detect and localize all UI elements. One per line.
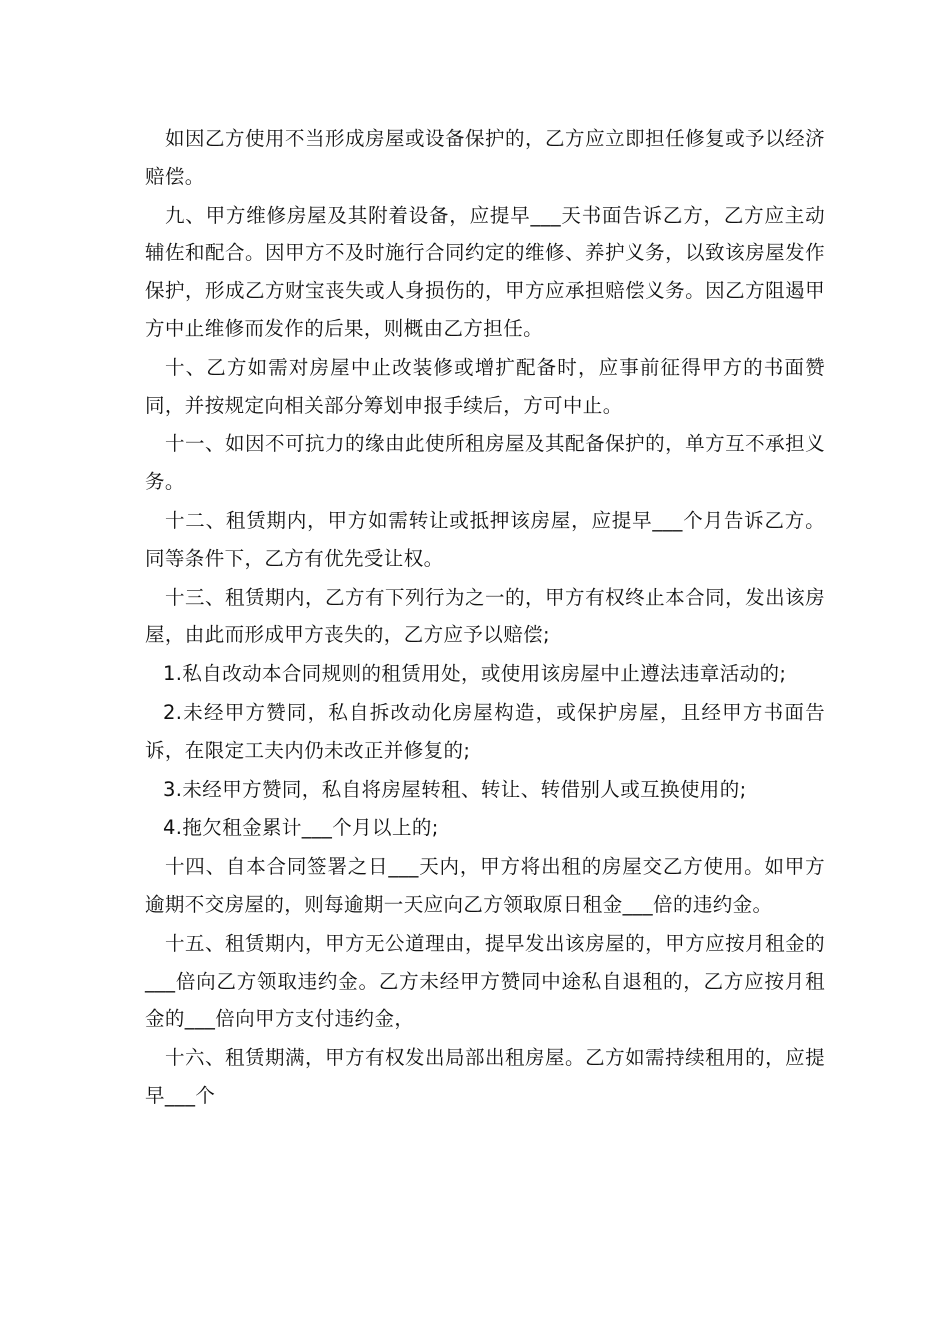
paragraph-clause-11: 十一、如因不可抗力的缘由此使所租房屋及其配备保护的，单方互不承担义务。 [145,432,825,494]
paragraph-clause-14: 十四、自本合同签署之日___天内，甲方将出租的房屋交乙方使用。如甲方逾期不交房屋的，则每逾期一天应向乙方领取原日租金___倍的违约金。 [145,855,825,916]
list-item-13-4: 4.拖欠租金累计___个月以上的; [163,816,439,840]
paragraph-clause-12: 十二、租赁期内，甲方如需转让或抵押该房屋，应提早___个月告诉乙方。同等条件下，乙方有优先受让权。 [145,508,825,570]
list-item-13-2: 2.未经甲方赞同，私自拆改动化房屋构造，或保护房屋，且经甲方书面告诉，在限定工夫内仍未改正并修复的; [145,700,825,762]
paragraph-clause-13: 十三、租赁期内，乙方有下列行为之一的，甲方有权终止本合同，发出该房屋，由此而形成甲方丧失的，乙方应予以赔偿; [145,585,825,647]
document-body [145,120,825,1116]
paragraph-clause-16: 十六、租赁期满，甲方有权发出局部出租房屋。乙方如需持续租用的，应提早___个 [145,1046,825,1107]
paragraph-clause-15: 十五、租赁期内，甲方无公道理由，提早发出该房屋的，甲方应按月租金的___倍向乙方领取违约金。乙方未经甲方赞同中途私自退租的，乙方应按月租金的___倍向甲方支付违约金， [145,931,825,1031]
paragraph-clause-9: 九、甲方维修房屋及其附着设备，应提早___天书面告诉乙方，乙方应主动辅佐和配合。因甲方不及时施行合同约定的维修、养护义务，以致该房屋发作保护，形成乙方财宝丧失或人身损伤的，甲方应承担赔偿义务。因乙方阻遏甲方中止维修而发作的后果，则概由乙方担任。 [145,203,825,340]
list-item-13-3: 3.未经甲方赞同，私自将房屋转租、转让、转借别人或互换使用的; [163,777,747,801]
list-item-13-1: 1.私自改动本合同规则的租赁用处，或使用该房屋中止遵法违章活动的; [163,662,787,686]
paragraph-clause-10: 十、乙方如需对房屋中止改装修或增扩配备时，应事前征得甲方的书面赞同，并按规定向相关部分筹划申报手续后，方可中止。 [145,355,825,417]
paragraph-repair-compensation: 如因乙方使用不当形成房屋或设备保护的，乙方应立即担任修复或予以经济赔偿。 [145,127,825,188]
